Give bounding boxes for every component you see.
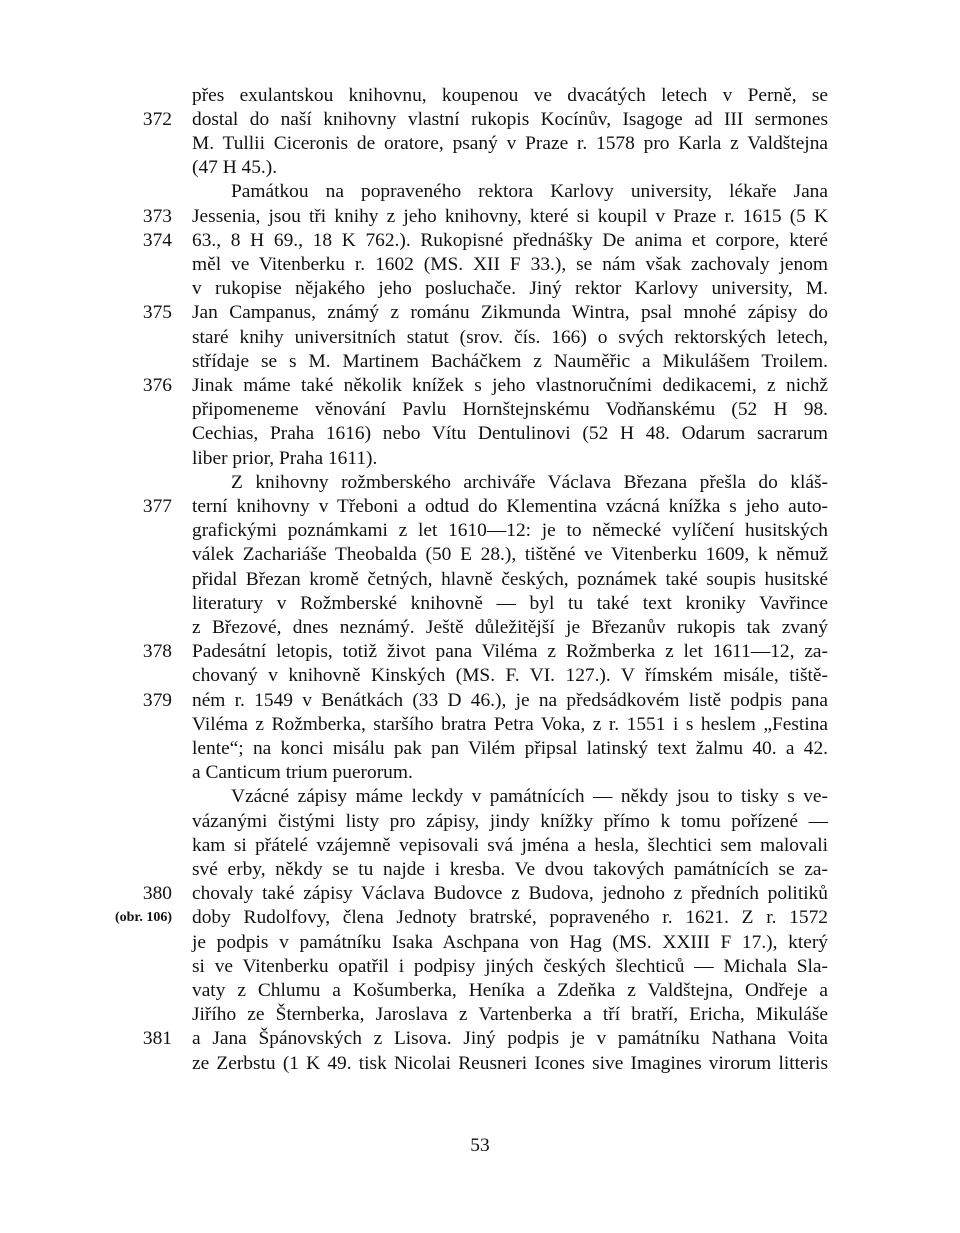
text-line: připomeneme věnování Pavlu Hornštejnskému Vodňanskému (52 H 98.: [192, 399, 828, 421]
margin-reference-number: 381: [142, 1028, 172, 1050]
text-line: měl ve Vitenberku r. 1602 (MS. XII F 33.), se nám však zachovaly jenom: [192, 253, 828, 275]
text-line: vaty z Chlumu a Košumberka, Heníka a Zdeňka z Valdštejna, Ondřeje a: [192, 979, 828, 1001]
margin-reference-number: 374: [142, 229, 172, 251]
text-line: dostal do naší knihovny vlastní rukopis Kocínův, Isagoge ad III sermones: [192, 108, 828, 130]
text-line: Jan Campanus, známý z románu Zikmunda Wintra, psal mnohé zápisy do: [192, 302, 828, 324]
text-line: Památkou na popraveného rektora Karlovy university, lékaře Jana: [231, 181, 828, 203]
text-line: Viléma z Rožmberka, staršího bratra Petra Voka, z r. 1551 i s heslem „Festina: [192, 713, 828, 735]
text-line: ném r. 1549 v Benátkách (33 D 46.), je na předsádkovém listě podpis pana: [192, 689, 828, 711]
text-line: je podpis v památníku Isaka Aschpana von Hag (MS. XXIII F 17.), který: [192, 931, 828, 953]
text-line: válek Zachariáše Theobalda (50 E 28.), tištěné ve Vitenberku 1609, k němuž: [192, 544, 828, 566]
text-line: grafickými poznámkami z let 1610—12: je to německé vylíčení husitských: [192, 520, 828, 542]
margin-reference-number: 373: [142, 205, 172, 227]
text-line: ze Zerbstu (1 K 49. tisk Nicolai Reusneri Icones sive Imagines virorum litteris: [192, 1052, 828, 1074]
text-line: chovaný v knihovně Kinských (MS. F. VI. 127.). V římském misále, tiště-: [192, 665, 828, 687]
text-line: přes exulantskou knihovnu, koupenou ve dvacátých letech v Perně, se: [192, 84, 828, 106]
text-line: Padesátní letopis, totiž život pana Viléma z Rožmberka z let 1611—12, za-: [192, 641, 828, 663]
text-line: M. Tullii Ciceronis de oratore, psaný v Praze r. 1578 pro Karla z Valdštejna: [192, 132, 828, 154]
margin-reference-number: 376: [142, 374, 172, 396]
margin-reference-number: (obr. 106): [114, 910, 172, 926]
text-line: v rukopise nějakého jeho posluchače. Jiný rektor Karlovy university, M.: [192, 278, 828, 300]
text-line: si ve Vitenberku opatřil i podpisy jiných českých šlechticů — Michala Sla-: [192, 955, 828, 977]
text-line: Jiřího ze Šternberka, Jaroslava z Vartenberka a tří bratří, Ericha, Mikuláše: [192, 1004, 828, 1026]
text-line: a Jana Špánovských z Lisova. Jiný podpis je v památníku Nathana Voita: [192, 1028, 828, 1050]
text-line: Jinak máme také několik knížek s jeho vlastnoručními dedikacemi, z nichž: [192, 374, 828, 396]
margin-reference-number: 379: [142, 689, 172, 711]
text-line: chovaly také zápisy Václava Budovce z Budova, jednoho z předních politiků: [192, 883, 828, 905]
text-line: 63., 8 H 69., 18 K 762.). Rukopisné přednášky De anima et corpore, které: [192, 229, 828, 251]
text-line: doby Rudolfovy, člena Jednoty bratrské, popraveného r. 1621. Z r. 1572: [192, 907, 828, 929]
text-line: staré knihy universitních statut (srov. čís. 166) o svých rektorských letech,: [192, 326, 828, 348]
margin-reference-number: 380: [142, 883, 172, 905]
text-line: své erby, někdy se tu najde i kresba. Ve dvou takových památnících se za-: [192, 858, 828, 880]
text-line: liber prior, Praha 1611).: [192, 447, 378, 469]
text-line: (47 H 45.).: [192, 157, 278, 179]
text-line: přidal Březan kromě četných, hlavně českých, poznámek také soupis husitské: [192, 568, 828, 590]
margin-reference-number: 375: [142, 302, 172, 324]
text-line: Vzácné zápisy máme leckdy v památnících — někdy jsou to tisky s ve-: [231, 786, 828, 808]
text-line: kam si přátelé vzájemně vepisovali svá jména a hesla, šlechtici sem malovali: [192, 834, 828, 856]
text-line: Cechias, Praha 1616) nebo Vítu Dentulinovi (52 H 48. Odarum sacrarum: [192, 423, 828, 445]
text-line: terní knihovny v Třeboni a odtud do Klementina vzácná knížka s jeho auto-: [192, 495, 828, 517]
margin-reference-number: 377: [142, 495, 172, 517]
text-line: Jessenia, jsou tři knihy z jeho knihovny, které si koupil v Praze r. 1615 (5 K: [192, 205, 828, 227]
text-line: vázanými čistými listy pro zápisy, jindy knížky přímo k tomu pořízené —: [192, 810, 828, 832]
page-number: 53: [470, 1135, 490, 1156]
margin-reference-number: 378: [142, 641, 172, 663]
text-line: literatury v Rožmberské knihovně — byl tu také text kroniky Vavřince: [192, 592, 828, 614]
text-line: a Canticum trium puerorum.: [192, 762, 413, 784]
margin-reference-number: 372: [142, 108, 172, 130]
text-line: Z knihovny rožmberského archiváře Václava Březana přešla do kláš-: [231, 471, 828, 493]
text-line: střídaje se s M. Martinem Bacháčkem z Nauměřic a Mikulášem Troilem.: [192, 350, 828, 372]
text-line: lente“; na konci misálu pak pan Vilém připsal latinský text žalmu 40. a 42.: [192, 737, 828, 759]
text-line: z Březové, dnes neznámý. Ještě důležitější je Březanův rukopis tak zvaný: [192, 616, 828, 638]
